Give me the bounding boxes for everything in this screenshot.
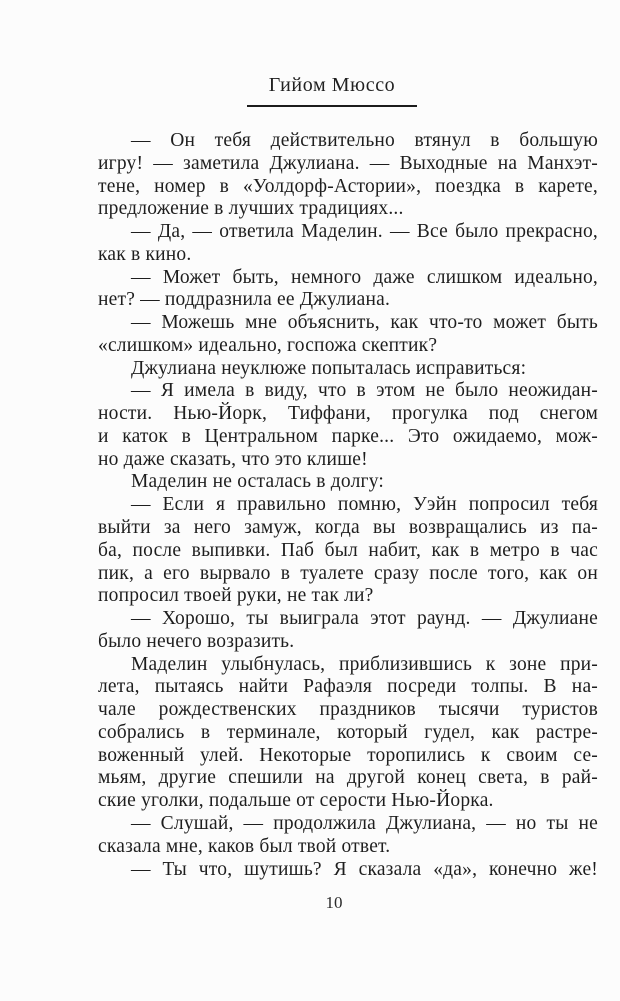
text-line: «слишком» идеально, госпожа скептик?: [98, 334, 438, 356]
text-line: — Да, — ответила Маделин. — Все было прекрасно,: [131, 221, 598, 243]
text-line: чале рождественских праздников тысячи туристов: [98, 699, 598, 721]
text-line: Маделин улыбнулась, приблизившись к зоне при-: [131, 653, 598, 675]
body-text: [98, 130, 598, 881]
text-line: — Он тебя действительно втянул в большую: [131, 130, 598, 151]
text-line: — Может быть, немного даже слишком идеально,: [131, 266, 598, 288]
text-line: пик, а его вырвало в туалете сразу после того, как он: [98, 562, 598, 584]
text-line: попросил твоей руки, не так ли?: [98, 585, 374, 607]
author-name: Гийом Мюссо: [268, 74, 396, 96]
text-line: предложение в лучших традициях...: [98, 198, 404, 220]
text-line: но даже сказать, что это клише!: [98, 448, 368, 470]
text-line: игру! — заметила Джулиана. — Выходные на Манхэт-: [98, 152, 598, 174]
text-line: выйти за него замуж, когда вы возвращались из па-: [98, 517, 598, 539]
text-line: — Я имела в виду, что в этом не было неожидан-: [131, 380, 598, 402]
page-footer: [98, 893, 598, 913]
text-line: Джулиана неуклюже попыталась исправиться:: [131, 357, 527, 379]
text-line: тене, номер в «Уолдорф-Астории», поездка в карете,: [98, 175, 598, 197]
text-line: было нечего возразить.: [98, 630, 295, 652]
running-header-inner: [247, 74, 417, 107]
text-line: нет? — поддразнила ее Джулиана.: [98, 289, 391, 311]
running-header: [98, 74, 598, 107]
text-line: Маделин не осталась в долгу:: [131, 471, 385, 493]
text-line: лета, пытаясь найти Рафаэля посреди толпы. В на-: [98, 676, 598, 698]
text-line: — Ты что, шутишь? Я сказала «да», конечно же!: [131, 858, 598, 880]
text-line: мьям, другие спешили на другой конец света, в рай-: [98, 767, 598, 789]
text-line: и каток в Центральном парке... Это ожидаемо, мож-: [98, 425, 598, 447]
text-line: — Можешь мне объяснить, как что-то может быть: [131, 312, 598, 334]
text-line: ности. Нью-Йорк, Тиффани, прогулка под снегом: [98, 403, 598, 425]
text-line: ские уголки, подальше от серости Нью-Йорка.: [98, 790, 494, 812]
text-line: — Если я правильно помню, Уэйн попросил тебя: [131, 494, 598, 516]
page-number: 10: [325, 893, 343, 912]
text-line: ба, после выпивки. Паб был набит, как в метро в час: [98, 539, 598, 561]
header-rule: [247, 105, 417, 107]
text-line: — Хорошо, ты выиграла этот раунд. — Джулиане: [131, 608, 598, 630]
text-line: как в кино.: [98, 243, 192, 265]
text-line: воженный улей. Некоторые торопились к своим се-: [98, 744, 598, 766]
text-line: — Слушай, — продолжила Джулиана, — но ты не: [131, 812, 598, 834]
text-line: собрались в терминале, который гудел, как растре-: [98, 721, 598, 743]
text-line: сказала мне, каков был твой ответ.: [98, 835, 391, 857]
